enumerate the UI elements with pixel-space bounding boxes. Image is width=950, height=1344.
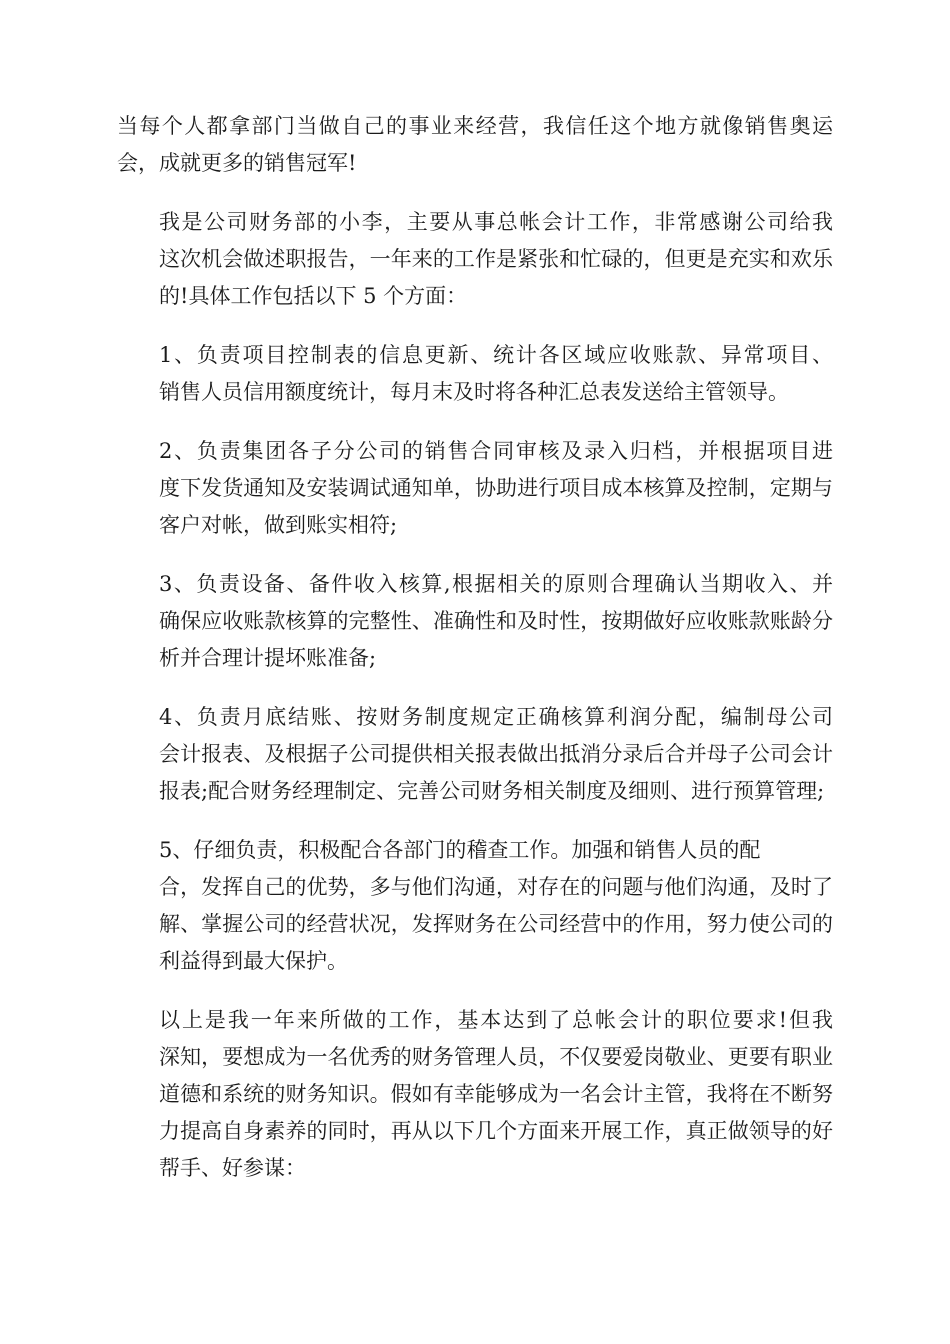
text-line: 报表;配合财务经理制定、完善公司财务相关制度及细则、进行预算管理; [159,779,825,803]
text-line: 度下发货通知及安装调试通知单，协助进行项目成本核算及控制，定期与 [159,476,833,500]
text-line: 帮手、好参谋： [159,1156,306,1180]
text-line: 确保应收账款核算的完整性、准确性和及时性，按期做好应收账款账龄分 [159,609,833,633]
paragraph-self-introduction [117,204,833,315]
text-line: 销售人员信用额度统计，每月末及时将各种汇总表发送给主管领导。 [159,380,789,404]
text-line: 析并合理计提坏账准备; [159,646,377,670]
paragraph-duty-4 [117,699,833,810]
text-line: 2、负责集团各子分公司的销售合同审核及录入归档，并根据项目进 [159,439,833,463]
text-line: 道德和系统的财务知识。假如有幸能够成为一名会计主管，我将在不断努 [159,1082,833,1106]
text-line: 解、掌握公司的经营状况，发挥财务在公司经营中的作用，努力使公司的 [159,912,833,936]
text-line: 1、负责项目控制表的信息更新、统计各区域应收账款、异常项目、 [159,343,833,367]
paragraph-duty-2 [117,433,833,544]
text-line: 客户对帐，做到账实相符; [159,513,398,537]
paragraph-intro [117,108,833,182]
paragraph-duty-3 [117,566,833,677]
text-line: 4、负责月底结账、按财务制度规定正确核算利润分配，编制母公司 [159,705,833,729]
text-line: 力提高自身素养的同时，再从以下几个方面来开展工作，真正做领导的好 [159,1119,833,1143]
text-line: 会，成就更多的销售冠军! [117,151,357,175]
text-line: 这次机会做述职报告，一年来的工作是紧张和忙碌的，但更是充实和欢乐 [159,247,833,271]
text-line: 以上是我一年来所做的工作，基本达到了总帐会计的职位要求!但我 [159,1008,833,1032]
text-line: 我是公司财务部的小李，主要从事总帐会计工作，非常感谢公司给我 [159,210,833,234]
text-line: 的!具体工作包括以下 5 个方面： [159,284,468,308]
text-line: 利益得到最大保护。 [159,949,348,973]
document-body [117,108,833,1209]
paragraph-duty-1 [117,337,833,411]
text-line: 合，发挥自己的优势，多与他们沟通，对存在的问题与他们沟通，及时了 [159,875,833,899]
paragraph-duty-5 [117,832,833,980]
text-line: 5、仔细负责，积极配合各部门的稽查工作。加强和销售人员的配 [159,838,761,862]
text-line: 当每个人都拿部门当做自己的事业来经营，我信任这个地方就像销售奥运 [117,114,833,138]
paragraph-summary [117,1002,833,1187]
text-line: 3、负责设备、备件收入核算,根据相关的原则合理确认当期收入、并 [159,572,833,596]
text-line: 会计报表、及根据子公司提供相关报表做出抵消分录后合并母子公司会计 [159,742,833,766]
text-line: 深知，要想成为一名优秀的财务管理人员，不仅要爱岗敬业、更要有职业 [159,1045,833,1069]
